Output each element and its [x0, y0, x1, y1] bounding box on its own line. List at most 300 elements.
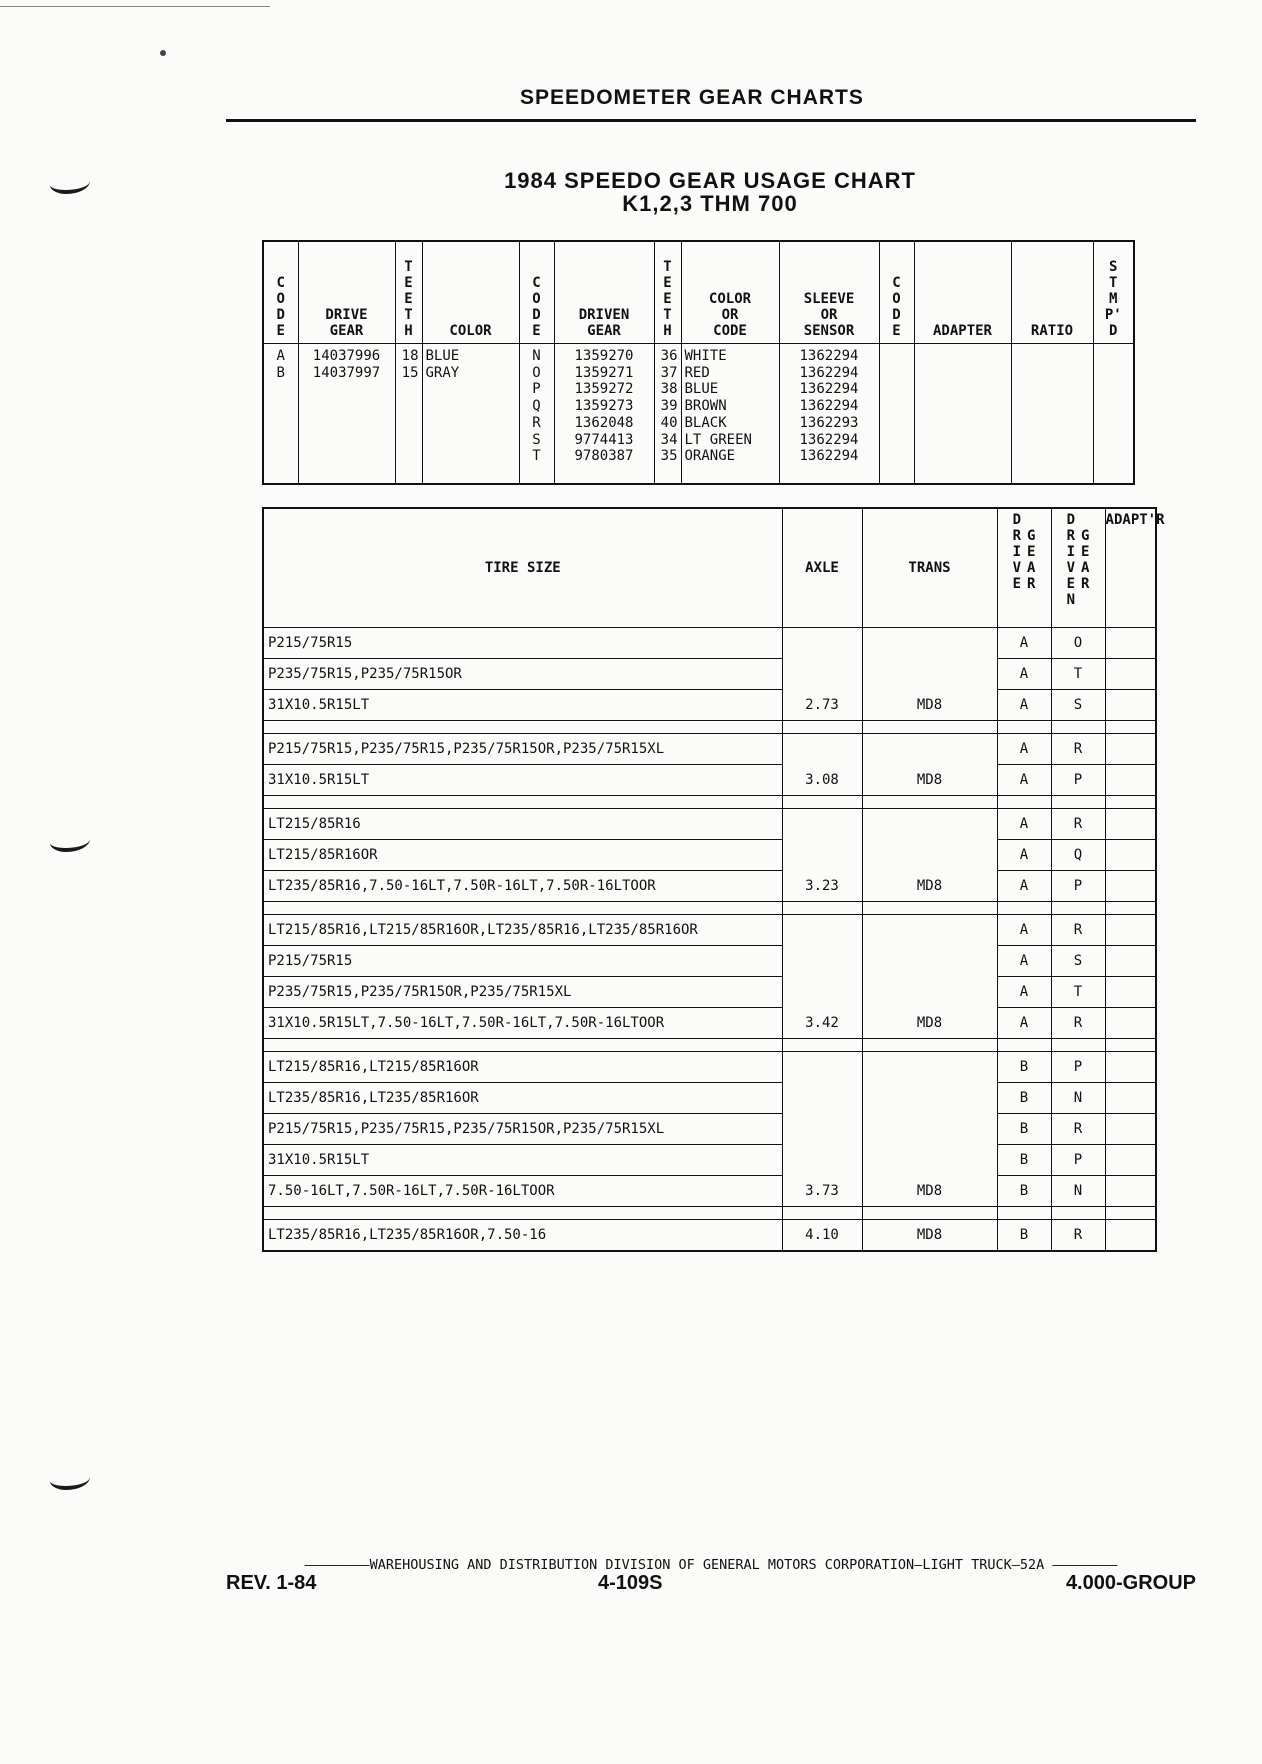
header-stmpd	[1093, 241, 1134, 344]
table-row	[263, 1052, 1156, 1083]
driven-gear-cell: Q	[1051, 840, 1105, 871]
driven-color-cell	[681, 344, 779, 485]
tire-size-cell: P215/75R15,P235/75R15,P235/75R15OR,P235/75R15XL	[263, 1114, 782, 1145]
axle-cell	[782, 1114, 862, 1145]
spacer-cell	[263, 721, 782, 734]
header-text: T	[404, 307, 413, 323]
driven-gear-cell	[554, 344, 654, 485]
adapter-cell	[1105, 946, 1156, 977]
tire-size-cell: P235/75R15,P235/75R15OR	[263, 659, 782, 690]
header-text: E	[532, 323, 541, 339]
cell-value: 1359273	[574, 398, 634, 415]
stmpd-cell	[1093, 344, 1134, 485]
cell-value: 1362294	[799, 364, 859, 381]
spacer-cell	[997, 721, 1051, 734]
cell-value: 37	[660, 364, 678, 381]
drive-gear-cell: B	[997, 1220, 1051, 1252]
header-gear-word	[1081, 512, 1089, 608]
gear-table	[262, 240, 1135, 485]
header-text: D	[892, 307, 901, 323]
header-text: T	[663, 259, 672, 275]
adapter-cell	[1105, 628, 1156, 659]
tire-size-cell: 31X10.5R15LT	[263, 765, 782, 796]
tire-size-cell: P215/75R15,P235/75R15,P235/75R15OR,P235/75R15XL	[263, 734, 782, 765]
adapter-cell	[1105, 840, 1156, 871]
trans-cell	[862, 1114, 997, 1145]
header-text: D	[1109, 323, 1118, 339]
trans-cell	[862, 1052, 997, 1083]
table-row	[263, 734, 1156, 765]
spacer-cell	[1105, 902, 1156, 915]
axle-cell	[782, 977, 862, 1008]
tire-size-cell: P215/75R15	[263, 946, 782, 977]
trans-cell	[862, 946, 997, 977]
driven-gear-cell: O	[1051, 628, 1105, 659]
header-text: OR	[721, 307, 739, 323]
group-spacer-row	[263, 796, 1156, 809]
adapter-cell	[1105, 871, 1156, 902]
header-color	[422, 241, 519, 344]
gear-table-body-row	[263, 344, 1134, 485]
header-axle: AXLE	[782, 508, 862, 628]
drive-color-cell	[422, 344, 519, 485]
cell-value: 35	[660, 448, 678, 465]
cell-value: S	[532, 431, 541, 448]
driven-gear-cell: R	[1051, 1008, 1105, 1039]
spacer-cell	[862, 1207, 997, 1220]
driven-gear-cell: N	[1051, 1083, 1105, 1114]
cell-value: LT GREEN	[684, 431, 752, 448]
driven-gear-cell: R	[1051, 1114, 1105, 1145]
group-spacer-row	[263, 902, 1156, 915]
header-text: O	[532, 291, 541, 307]
header-text: T	[1109, 275, 1118, 291]
adapter-cell	[1105, 1083, 1156, 1114]
header-drive-word	[1013, 512, 1021, 592]
header-text: E	[1012, 576, 1021, 592]
header-text: I	[1012, 544, 1021, 560]
binder-hole-mark	[50, 830, 90, 852]
header-text: COLOR	[708, 291, 752, 307]
header-text: ADAPTER	[932, 323, 992, 339]
driven-gear-cell: R	[1051, 809, 1105, 840]
tire-size-cell: LT215/85R16,LT215/85R16OR	[263, 1052, 782, 1083]
driven-gear-cell: P	[1051, 871, 1105, 902]
group-spacer-row	[263, 1039, 1156, 1052]
driven-teeth-cell	[654, 344, 681, 485]
drive-gear-cell: A	[997, 690, 1051, 721]
adapter-cell	[1105, 1176, 1156, 1207]
tire-size-cell: LT215/85R16OR	[263, 840, 782, 871]
cell-value: P	[532, 381, 541, 398]
axle-cell	[782, 659, 862, 690]
axle-cell	[782, 946, 862, 977]
header-color-or-code	[681, 241, 779, 344]
spacer-cell	[1051, 721, 1105, 734]
table-row	[263, 1220, 1156, 1252]
trans-cell	[862, 977, 997, 1008]
header-text: DRIVE	[325, 307, 368, 323]
driven-gear-cell: N	[1051, 1176, 1105, 1207]
spacer-cell	[263, 1207, 782, 1220]
axle-cell	[782, 734, 862, 765]
table-row	[263, 977, 1156, 1008]
cell-value: 39	[660, 398, 678, 415]
cell-value: Q	[532, 398, 541, 415]
spacer-cell	[1105, 721, 1156, 734]
header-text: H	[663, 323, 672, 339]
driven-gear-cell: R	[1051, 734, 1105, 765]
spacer-cell	[263, 1039, 782, 1052]
tire-size-cell: LT235/85R16,LT235/85R16OR	[263, 1083, 782, 1114]
spacer-cell	[1051, 1039, 1105, 1052]
cell-value: BLACK	[684, 414, 727, 431]
header-text: SLEEVE	[803, 291, 855, 307]
axle-cell	[782, 915, 862, 946]
spacer-cell	[997, 1039, 1051, 1052]
header-text: A	[1105, 512, 1114, 528]
cell-value: WHITE	[684, 348, 727, 364]
header-text: P	[1130, 512, 1140, 528]
header-text: GEAR	[587, 323, 621, 339]
spacer-cell	[997, 796, 1051, 809]
header-text: R	[1027, 576, 1036, 592]
header-gear-word	[1027, 512, 1035, 592]
cell-value: 1359271	[574, 364, 634, 381]
spacer-cell	[263, 902, 782, 915]
header-driven-word	[1067, 512, 1075, 608]
drive-gear-cell: A	[997, 734, 1051, 765]
header-text: E	[276, 323, 285, 339]
drive-gear-cell: B	[997, 1083, 1051, 1114]
spacer-cell	[997, 902, 1051, 915]
header-text: P'	[1104, 307, 1122, 323]
cell-value: B	[276, 364, 285, 381]
axle-cell	[782, 840, 862, 871]
trans-cell	[862, 734, 997, 765]
table-row	[263, 946, 1156, 977]
cell-value: BLUE	[684, 381, 719, 398]
trans-cell	[862, 809, 997, 840]
cell-value: 1362048	[574, 414, 634, 431]
table-row	[263, 765, 1156, 796]
table-row	[263, 871, 1156, 902]
adapter-cell	[1105, 915, 1156, 946]
cell-value: 1362294	[799, 348, 859, 364]
adapter-cell	[1105, 734, 1156, 765]
tire-size-cell: P215/75R15	[263, 628, 782, 659]
axle-cell	[782, 1052, 862, 1083]
header-text: N	[1066, 592, 1075, 608]
top-edge-rule	[0, 6, 270, 7]
axle-cell: 4.10	[782, 1220, 862, 1252]
adapter-cell	[1105, 1114, 1156, 1145]
axle-cell: 3.42	[782, 1008, 862, 1039]
adapter-cell	[1105, 977, 1156, 1008]
cell-value: 18	[401, 348, 419, 364]
header-text: T	[404, 259, 413, 275]
drive-gear-cell: A	[997, 628, 1051, 659]
drive-gear-cell	[298, 344, 395, 485]
table-row	[263, 659, 1156, 690]
driven-code-cell	[519, 344, 554, 485]
header-text: E	[404, 291, 413, 307]
adapter-cell	[1105, 1145, 1156, 1176]
trans-cell	[862, 628, 997, 659]
tire-usage-table	[262, 507, 1165, 1252]
trans-cell: MD8	[862, 690, 997, 721]
axle-cell: 2.73	[782, 690, 862, 721]
adapter-cell	[1105, 690, 1156, 721]
spacer-cell	[782, 1207, 862, 1220]
page-header: SPEEDOMETER GEAR CHARTS	[520, 86, 864, 109]
spacer-cell	[1051, 902, 1105, 915]
header-text: CODE	[713, 323, 747, 339]
spacer-cell	[782, 1039, 862, 1052]
table-row	[263, 809, 1156, 840]
header-ratio	[1011, 241, 1093, 344]
driven-gear-cell: T	[1051, 659, 1105, 690]
header-text: E	[404, 275, 413, 291]
spacer-cell	[862, 1039, 997, 1052]
axle-cell	[782, 628, 862, 659]
drive-gear-cell: A	[997, 977, 1051, 1008]
drive-gear-cell: A	[997, 765, 1051, 796]
header-adapter	[914, 241, 1011, 344]
tire-size-cell: 31X10.5R15LT	[263, 690, 782, 721]
header-text: RATIO	[1030, 323, 1074, 339]
cell-value: 36	[660, 348, 678, 364]
adapter-cell	[1105, 1220, 1156, 1252]
binder-hole-mark	[50, 1468, 90, 1490]
drive-gear-cell: B	[997, 1052, 1051, 1083]
header-text: T'	[1139, 512, 1157, 528]
adapter-cell	[1105, 809, 1156, 840]
header-text: E	[663, 275, 672, 291]
trans-cell: MD8	[862, 1176, 997, 1207]
header-text: A	[1027, 560, 1036, 576]
cell-value: 1362294	[799, 431, 859, 448]
header-code-3	[879, 241, 914, 344]
header-text: S	[1109, 259, 1118, 275]
spacer-cell	[782, 721, 862, 734]
header-text: A	[1081, 560, 1090, 576]
adapter-cell	[914, 344, 1011, 485]
trans-cell	[862, 1145, 997, 1176]
binder-hole-mark	[50, 172, 90, 194]
drive-gear-cell: A	[997, 915, 1051, 946]
header-driven-gear	[1051, 508, 1105, 628]
drive-gear-cell: B	[997, 1145, 1051, 1176]
cell-value: 34	[660, 431, 678, 448]
header-text: OR	[820, 307, 838, 323]
header-drive-gear	[997, 508, 1051, 628]
cell-value: 1362294	[799, 381, 859, 398]
tire-size-cell: 7.50-16LT,7.50R-16LT,7.50R-16LTOOR	[263, 1176, 782, 1207]
header-text: DRIVEN	[578, 307, 630, 323]
footer-revision: REV. 1-84	[226, 1572, 317, 1594]
header-text: R	[1012, 528, 1021, 544]
ratio-cell	[1011, 344, 1093, 485]
trans-cell: MD8	[862, 1008, 997, 1039]
driven-gear-cell: S	[1051, 946, 1105, 977]
drive-gear-cell: A	[997, 659, 1051, 690]
header-text: E	[892, 323, 901, 339]
spacer-cell	[997, 1207, 1051, 1220]
sleeve-cell	[779, 344, 879, 485]
adapter-cell	[1105, 1008, 1156, 1039]
header-text: C	[892, 275, 901, 291]
spacer-cell	[1105, 796, 1156, 809]
table-row	[263, 1083, 1156, 1114]
header-text: V	[1066, 560, 1075, 576]
header-text: C	[276, 275, 285, 291]
cell-value: BLUE	[425, 348, 460, 364]
spacer-cell	[862, 796, 997, 809]
cell-value: 9780387	[574, 448, 634, 465]
axle-cell: 3.23	[782, 871, 862, 902]
tire-size-cell: LT235/85R16,LT235/85R16OR,7.50-16	[263, 1220, 782, 1252]
spacer-cell	[1105, 1039, 1156, 1052]
driven-gear-cell: R	[1051, 1220, 1105, 1252]
header-driven-gear	[554, 241, 654, 344]
code-3-cell	[879, 344, 914, 485]
header-text: O	[892, 291, 901, 307]
header-text: D	[1113, 512, 1123, 528]
adapter-cell	[1105, 765, 1156, 796]
spacer-cell	[1051, 796, 1105, 809]
tire-size-cell: 31X10.5R15LT,7.50-16LT,7.50R-16LT,7.50R-16LTOOR	[263, 1008, 782, 1039]
table-row	[263, 628, 1156, 659]
header-text: M	[1109, 291, 1118, 307]
trans-cell	[862, 659, 997, 690]
spacer-cell	[1051, 1207, 1105, 1220]
header-text: G	[1027, 528, 1036, 544]
driven-gear-cell: P	[1051, 1145, 1105, 1176]
header-text: GEAR	[329, 323, 364, 339]
header-text: E	[1081, 544, 1090, 560]
cell-value: R	[532, 414, 541, 431]
drive-gear-cell: A	[997, 1008, 1051, 1039]
header-code-2	[519, 241, 554, 344]
group-spacer-row	[263, 1207, 1156, 1220]
table-row	[263, 1145, 1156, 1176]
header-text: A	[1122, 512, 1131, 528]
header-text: R	[1081, 576, 1090, 592]
spacer-cell	[782, 796, 862, 809]
chart-subtitle: K1,2,3 THM 700	[622, 191, 798, 216]
driven-gear-cell: P	[1051, 765, 1105, 796]
header-text: E	[1027, 544, 1036, 560]
trans-cell	[862, 840, 997, 871]
header-text: R	[1066, 528, 1075, 544]
cell-value: 14037997	[312, 364, 381, 381]
tire-size-cell: LT235/85R16,7.50-16LT,7.50R-16LT,7.50R-16LTOOR	[263, 871, 782, 902]
header-text: T	[663, 307, 672, 323]
table-row	[263, 1114, 1156, 1145]
drive-code-cell	[263, 344, 298, 485]
cell-value: T	[532, 448, 541, 465]
header-text: O	[276, 291, 285, 307]
header-text: D	[532, 307, 541, 323]
trans-cell: MD8	[862, 871, 997, 902]
spacer-cell	[862, 902, 997, 915]
cell-value: A	[276, 348, 285, 364]
header-text: C	[532, 275, 541, 291]
header-text: D	[276, 307, 285, 323]
trans-cell	[862, 915, 997, 946]
header-text: COLOR	[449, 323, 492, 339]
header-rule	[226, 119, 1196, 122]
cell-value: 1359270	[574, 348, 634, 364]
adapter-cell	[1105, 659, 1156, 690]
drive-gear-cell: A	[997, 946, 1051, 977]
table-row	[263, 840, 1156, 871]
spacer-cell	[263, 796, 782, 809]
drive-gear-cell: B	[997, 1114, 1051, 1145]
tire-size-cell: LT215/85R16	[263, 809, 782, 840]
driven-gear-cell: P	[1051, 1052, 1105, 1083]
header-sleeve-or-sensor	[779, 241, 879, 344]
footer-group: 4.000-GROUP	[1065, 1572, 1196, 1594]
cell-value: 1362293	[799, 414, 859, 431]
cell-value: ORANGE	[684, 448, 736, 465]
group-spacer-row	[263, 721, 1156, 734]
tire-size-cell: LT215/85R16,LT215/85R16OR,LT235/85R16,LT235/85R16OR	[263, 915, 782, 946]
drive-gear-cell: B	[997, 1176, 1051, 1207]
cell-value: 1359272	[574, 381, 634, 398]
cell-value: 1362294	[799, 448, 859, 465]
tire-size-cell: 31X10.5R15LT	[263, 1145, 782, 1176]
chart-title: 1984 SPEEDO GEAR USAGE CHART	[504, 168, 916, 193]
trans-cell: MD8	[862, 765, 997, 796]
header-drive-gear	[298, 241, 395, 344]
adapter-cell	[1105, 1052, 1156, 1083]
drive-gear-cell: A	[997, 871, 1051, 902]
table-row	[263, 1176, 1156, 1207]
spacer-cell	[862, 721, 997, 734]
header-text: SENSOR	[803, 323, 855, 339]
header-text: I	[1066, 544, 1075, 560]
table-row	[263, 1008, 1156, 1039]
header-text: E	[1066, 576, 1075, 592]
cell-value: O	[532, 364, 541, 381]
cell-value: BROWN	[684, 398, 727, 415]
driven-gear-cell: R	[1051, 915, 1105, 946]
cell-value: 1362294	[799, 398, 859, 415]
header-text: D	[1066, 512, 1075, 528]
header-adapter	[1105, 508, 1165, 628]
trans-cell: MD8	[862, 1220, 997, 1252]
cell-value: 15	[401, 364, 419, 381]
cell-value: N	[532, 348, 541, 364]
header-adapter-word	[1105, 512, 1165, 528]
header-tire-size: TIRE SIZE	[263, 508, 782, 628]
axle-cell	[782, 809, 862, 840]
axle-cell: 3.73	[782, 1176, 862, 1207]
axle-cell	[782, 1083, 862, 1114]
header-teeth	[395, 241, 422, 344]
header-text: E	[663, 291, 672, 307]
cell-value: 40	[660, 414, 678, 431]
cell-value: RED	[684, 364, 710, 381]
driven-gear-cell: T	[1051, 977, 1105, 1008]
tire-table-header-row	[263, 508, 1156, 628]
drive-teeth-cell	[395, 344, 422, 485]
axle-cell: 3.08	[782, 765, 862, 796]
header-trans: TRANS	[862, 508, 997, 628]
header-text: R	[1156, 512, 1165, 528]
